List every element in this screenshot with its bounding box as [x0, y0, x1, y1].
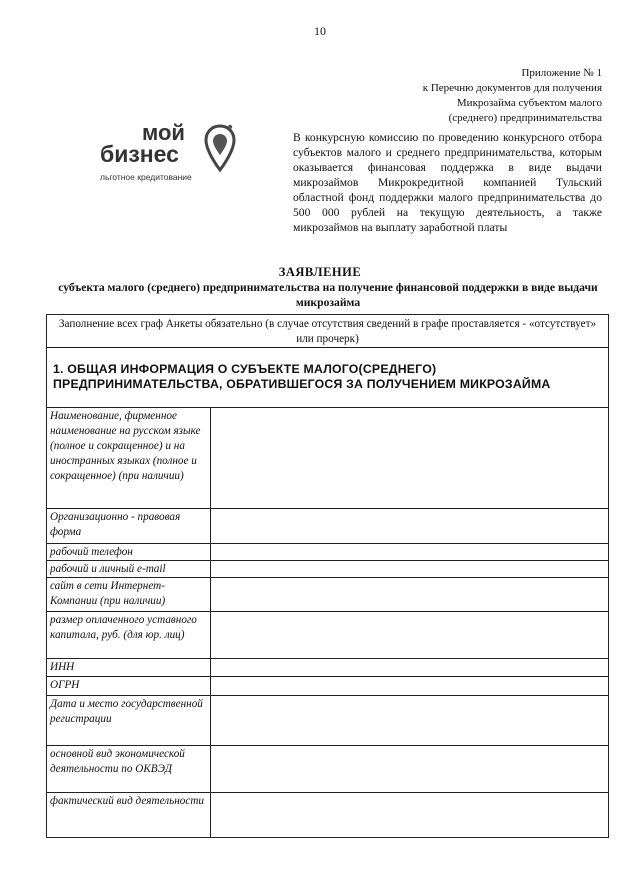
field-value-actual-activity[interactable] [211, 793, 608, 837]
form-row-ogrn [47, 677, 608, 696]
field-label-email: рабочий и личный e-mail [47, 561, 211, 577]
field-label-actual-activity: фактический вид деятельности [47, 793, 211, 837]
field-value-email[interactable] [211, 561, 608, 577]
form-row-work-phone [47, 544, 608, 561]
field-label-website: сайт в сети Интернет-Компании (при наличии) [47, 578, 211, 611]
document-title: ЗАЯВЛЕНИЕ [278, 265, 362, 279]
field-label-company-name: Наименование, фирменное наименование на русском языке (полное и сокращенное) и на иностранных языках (полное и сокращенное) (при наличии) [47, 408, 211, 508]
field-value-capital[interactable] [211, 612, 608, 658]
field-value-inn[interactable] [211, 659, 608, 676]
field-label-inn: ИНН [47, 659, 211, 676]
field-value-ogrn[interactable] [211, 677, 608, 695]
logo-tagline: льготное кредитование [100, 172, 192, 182]
field-label-legal-form: Организационно - правовая форма [47, 509, 211, 543]
form-row-company-name [47, 408, 608, 509]
field-value-work-phone[interactable] [211, 544, 608, 560]
form-row-actual-activity [47, 793, 608, 837]
moy-biznes-logo [100, 122, 250, 194]
appendix-line: (среднего) предпринимательства [448, 112, 602, 124]
form-row-email [47, 561, 608, 578]
appendix-line: к Перечню документов для получения [422, 82, 602, 94]
location-pin-icon [204, 122, 236, 174]
logo-word-biznes: бизнес [100, 141, 179, 167]
logo-word-moy: мой [142, 120, 185, 145]
field-value-legal-form[interactable] [211, 509, 608, 543]
field-label-capital: размер оплаченного уставного капитала, руб. (для юр. лиц) [47, 612, 211, 658]
document-subtitle: субъекта малого (среднего) предпринимательства на получение финансовой поддержки в виде выдачи микрозайма [58, 281, 598, 309]
commission-address: В конкурсную комиссию по проведению конкурсного отбора субъектов малого и среднего предпринимательства, которым оказывается финансовая поддержка в виде выдачи микрозаймов Микрокредитной компанией Тульский областной фонд поддержки малого предпринимательства до 500 000 рублей на текущую деятельность, а также микрозаймов на выплату заработной платы [293, 131, 602, 234]
appendix-line: Микрозайма субъектом малого [456, 97, 602, 109]
page-number: 10 [314, 24, 326, 38]
field-value-company-name[interactable] [211, 408, 608, 508]
form-row-capital [47, 612, 608, 659]
field-label-ogrn: ОГРН [47, 677, 211, 695]
field-label-work-phone: рабочий телефон [47, 544, 211, 560]
field-value-okved[interactable] [211, 746, 608, 792]
field-label-okved: основной вид экономической деятельности по ОКВЭД [47, 746, 211, 792]
form-row-registration [47, 696, 608, 746]
appendix-line: Приложение № 1 [521, 67, 602, 79]
form-row-inn [47, 659, 608, 677]
field-value-website[interactable] [211, 578, 608, 611]
section-heading: 1. ОБЩАЯ ИНФОРМАЦИЯ О СУБЪЕКТЕ МАЛОГО(СРЕДНЕГО) ПРЕДПРИНИМАТЕЛЬСТВА, ОБРАТИВШЕГОСЯ ЗА ПОЛУЧЕНИЕМ МИКРОЗАЙМА [47, 348, 608, 408]
form-row-legal-form [47, 509, 608, 544]
field-label-registration: Дата и место государственной регистрации [47, 696, 211, 745]
application-form-table [46, 314, 609, 838]
field-value-registration[interactable] [211, 696, 608, 745]
form-notice: Заполнение всех граф Анкеты обязательно (в случае отсутствия сведений в графе проставляется - «отсутствует» или прочерк) [47, 315, 608, 348]
form-row-website [47, 578, 608, 612]
appendix-reference [342, 66, 602, 126]
form-row-okved [47, 746, 608, 793]
